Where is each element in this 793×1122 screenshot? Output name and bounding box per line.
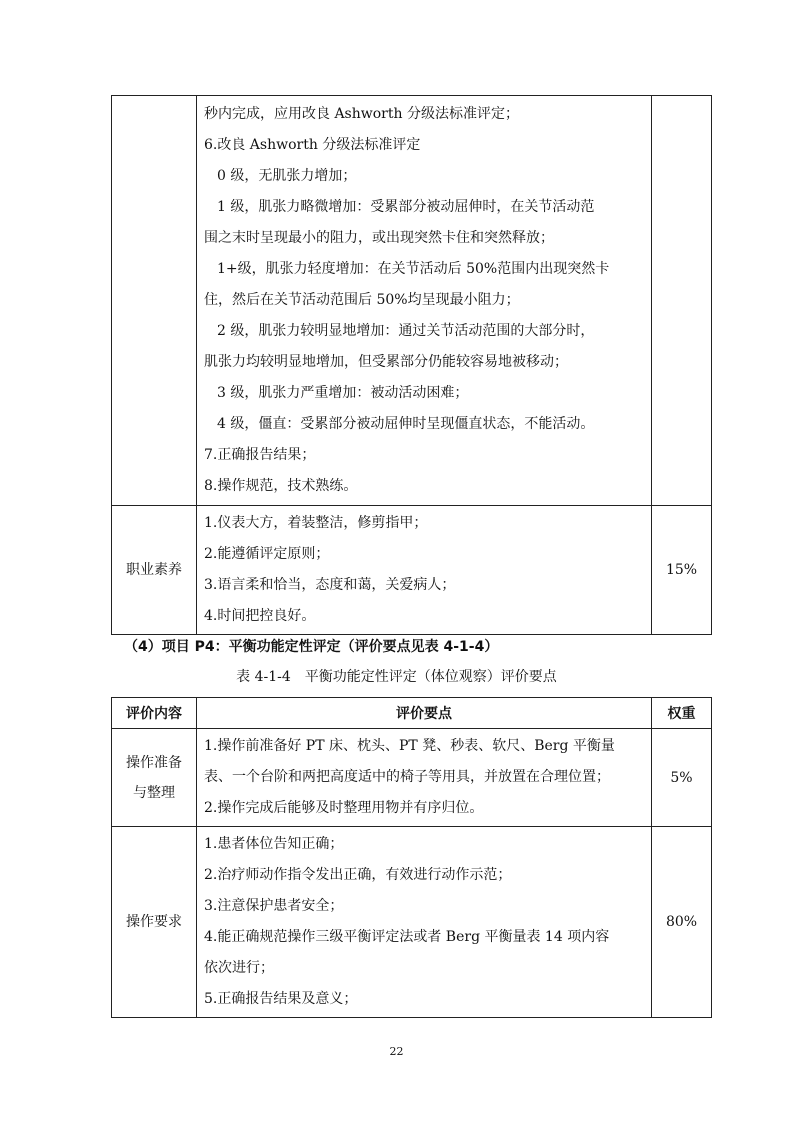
criteria-cell [197,729,652,827]
category-preparation [112,729,197,827]
list-item: 3 级，肌张力严重增加：被动活动困难； [217,385,469,401]
weight-cell: 5% [652,729,712,827]
weight-cell: 15% [652,506,712,635]
list-item: 2.操作完成后能够及时整理用物并有序归位。 [204,800,484,816]
header-criteria: 评价要点 [197,698,652,729]
criteria-cell [197,96,652,506]
list-item: 4 级，僵直：受累部分被动屈伸时呈现僵直状态，不能活动。 [217,416,595,432]
list-item: 4.时间把控良好。 [204,608,316,624]
list-item: 6.改良 Ashworth 分级法标准评定 [204,137,421,153]
list-item: 3.语言柔和恰当，态度和蔼，关爱病人； [204,577,456,593]
category-professional: 职业素养 [112,506,197,635]
list-item: 2 级，肌张力较明显地增加：通过关节活动范围的大部分时， [217,323,595,339]
list-item: 依次进行； [204,960,274,976]
table-row [112,506,712,635]
list-item: 住，然后在关节活动范围后 50%均呈现最小阻力； [204,292,520,308]
list-item: 1+级，肌张力轻度增加：在关节活动后 50%范围内出现突然卡 [217,261,610,277]
header-weight: 权重 [652,698,712,729]
page-number: 22 [389,1045,404,1058]
section-title: （4）项目 P4：平衡功能定性评定（评价要点见表 4-1-4） [124,639,499,655]
category-label-line: 与整理 [133,784,175,801]
list-item: 围之末时呈现最小的阻力，或出现突然卡住和突然释放； [204,230,554,246]
balance-assessment-table [111,697,712,1018]
category-operation: 操作要求 [112,827,197,1018]
list-item: 1 级，肌张力略微增加：受累部分被动屈伸时，在关节活动范 [217,199,595,215]
empty-weight-cell [652,96,712,506]
list-item: 4.能正确规范操作三级平衡评定法或者 Berg 平衡量表 14 项内容 [204,929,610,945]
list-item: 8.操作规范，技术熟练。 [204,478,358,494]
header-content: 评价内容 [112,698,197,729]
criteria-cell [197,506,652,635]
weight-cell: 80% [652,827,712,1018]
list-item: 5.正确报告结果及意义； [204,991,358,1007]
empty-category-cell [112,96,197,506]
table-row [112,827,712,1018]
table-row [112,729,712,827]
table-header-row [112,698,712,729]
list-item: 2.能遵循评定原则； [204,546,330,562]
list-item: 1.操作前准备好 PT 床、枕头、PT 凳、秒表、软尺、Berg 平衡量 [204,738,615,754]
list-item: 0 级，无肌张力增加； [217,168,357,184]
list-item: 3.注意保护患者安全； [204,898,344,914]
table-caption: 表 4-1-4 平衡功能定性评定（体位观察）评价要点 [236,669,557,685]
table-row [112,96,712,506]
list-item: 1.患者体位告知正确； [204,836,344,852]
category-label-line: 操作准备 [126,754,182,771]
list-item: 1.仪表大方，着装整洁，修剪指甲； [204,515,428,531]
list-item: 7.正确报告结果； [204,447,316,463]
list-item: 肌张力均较明显地增加，但受累部分仍能较容易地被移动； [204,354,568,370]
list-item: 2.治疗师动作指令发出正确，有效进行动作示范； [204,867,512,883]
list-item: 表、一个台阶和两把高度适中的椅子等用具，并放置在合理位置； [204,769,610,785]
list-item: 秒内完成，应用改良 Ashworth 分级法标准评定； [204,106,519,122]
criteria-cell [197,827,652,1018]
assessment-table-continued [111,95,712,635]
